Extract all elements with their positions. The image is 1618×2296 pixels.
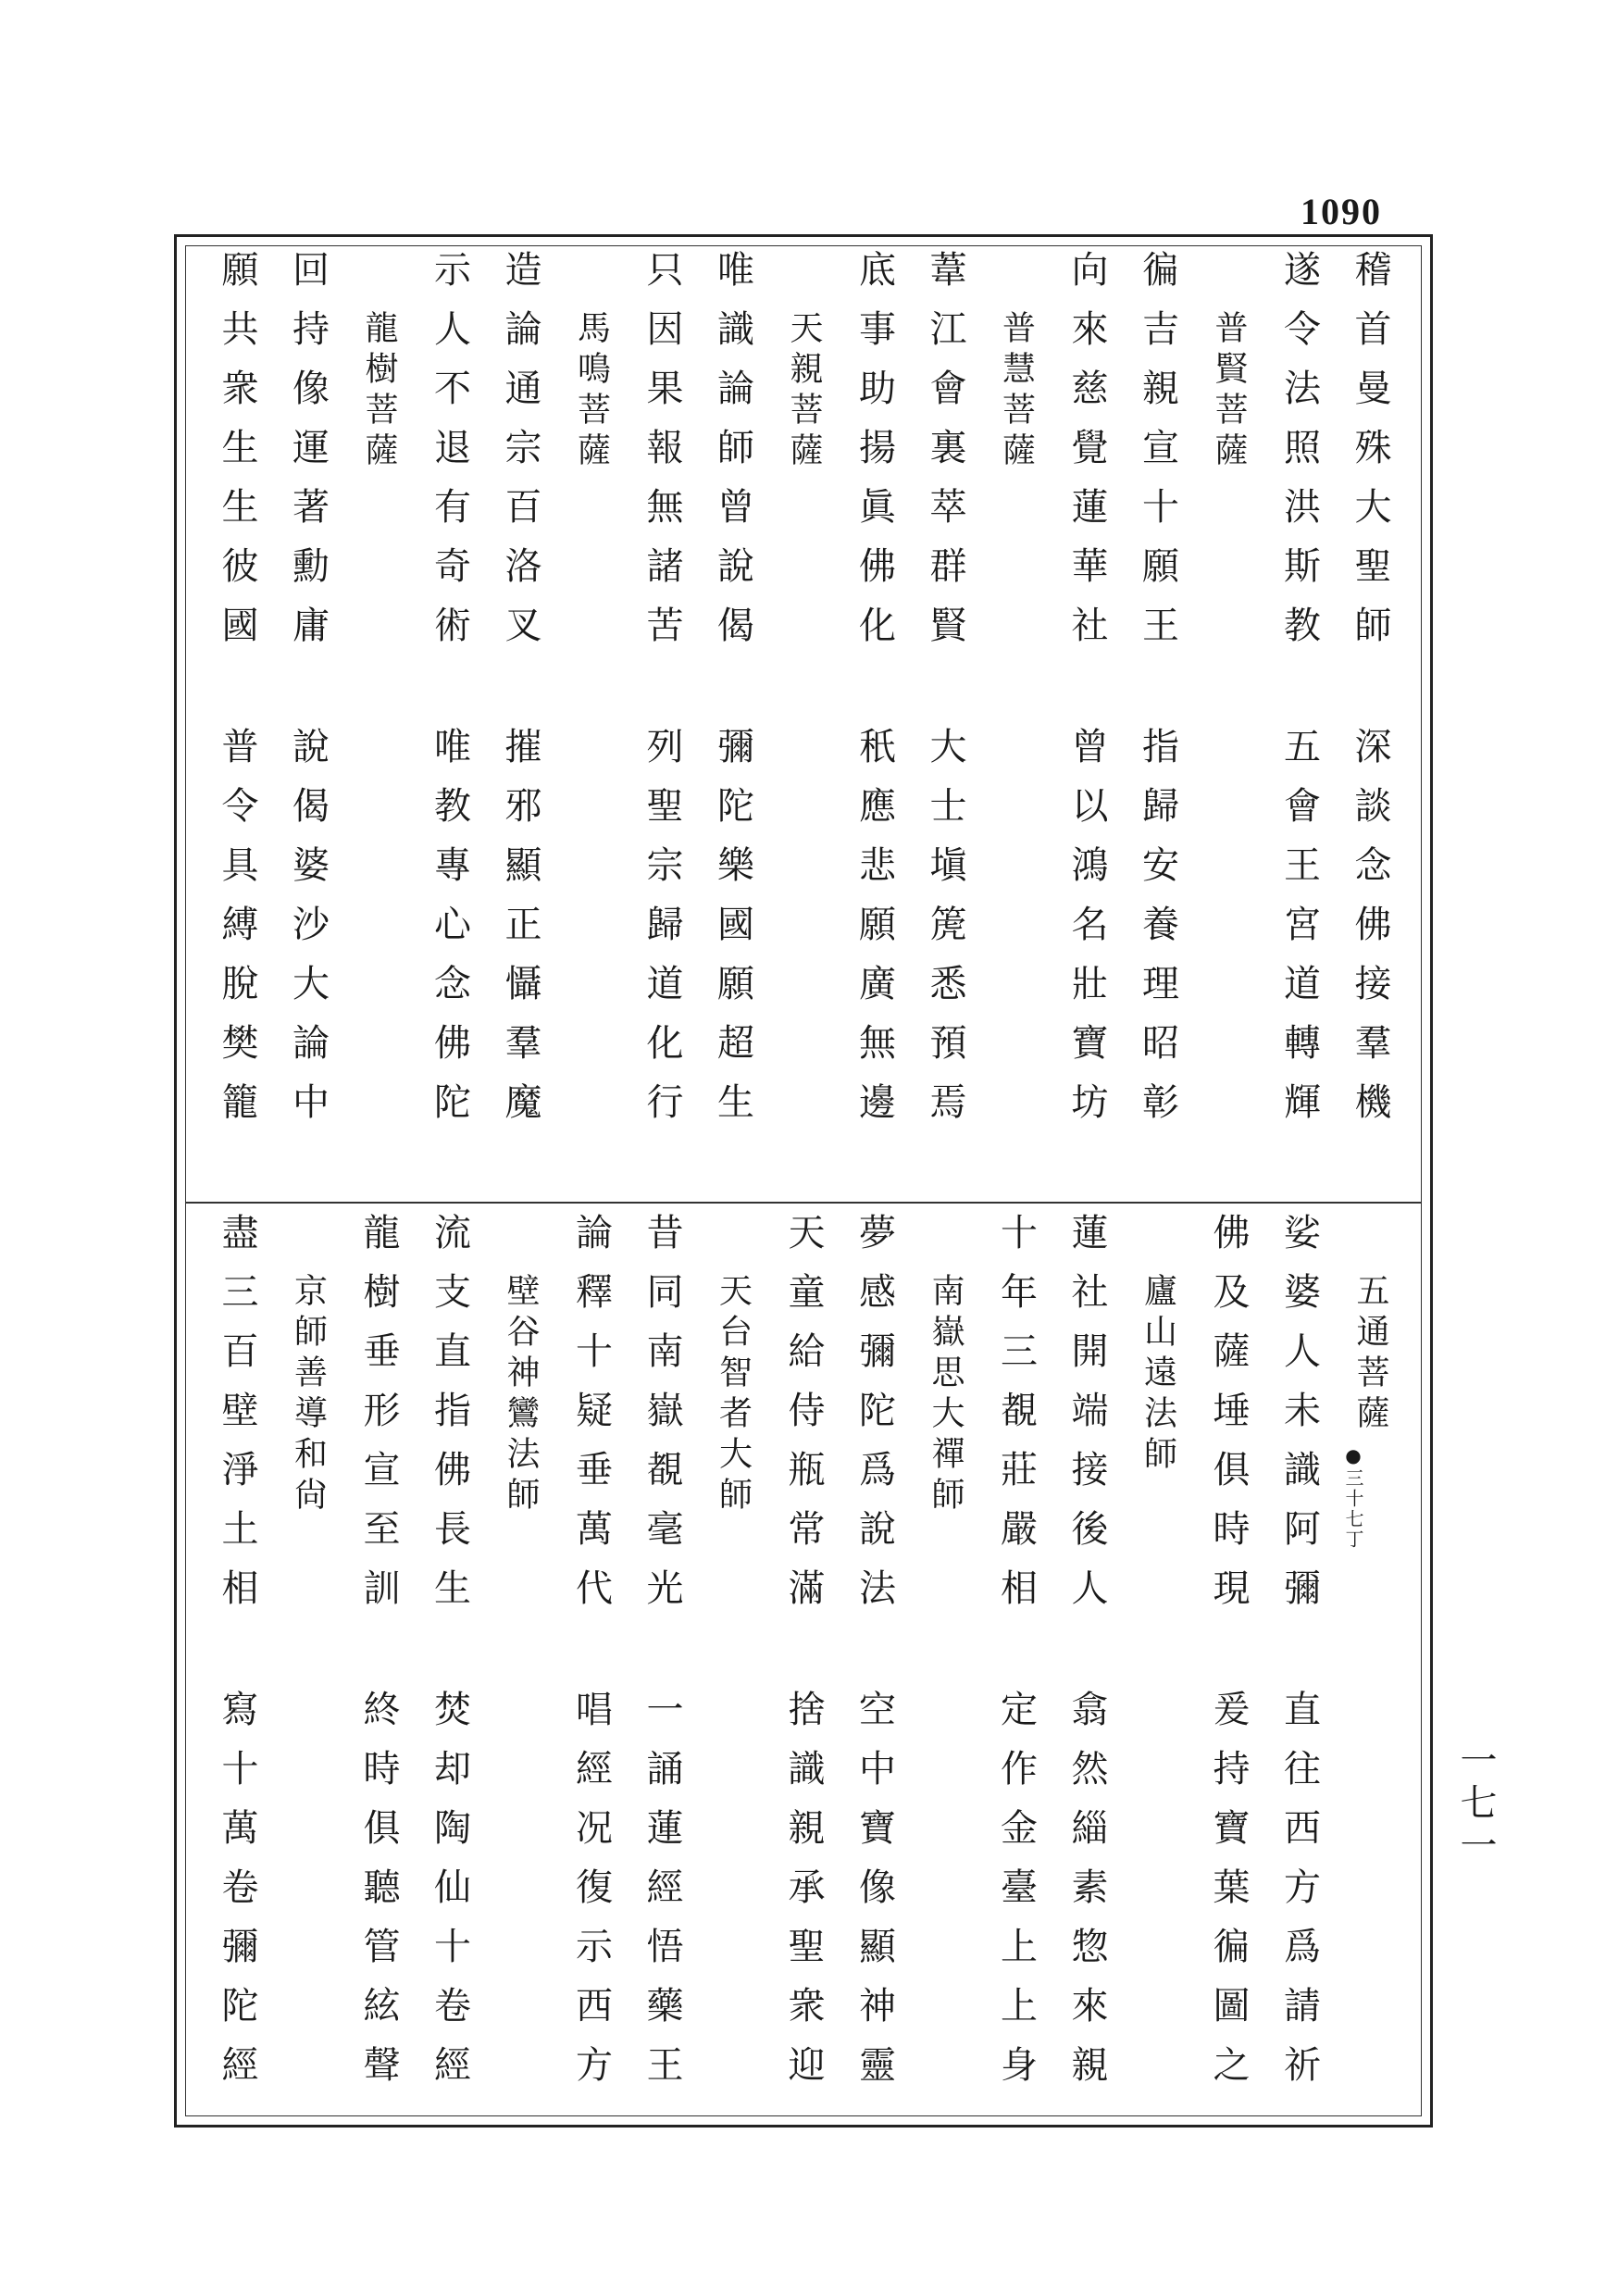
verse-line-first: 流支直指佛長生 xyxy=(428,1213,471,1628)
verse-column xyxy=(629,250,695,1190)
verse-line-second: 寫十萬卷彌陀經 xyxy=(216,1690,258,2104)
verse-line-first: 夢感彌陀爲說法 xyxy=(853,1213,896,1628)
section-heading: 南嶽思大禪師 xyxy=(927,1273,965,1517)
verse-column xyxy=(700,250,766,1190)
section-heading-column xyxy=(770,250,837,1190)
verse-column xyxy=(417,250,483,1190)
section-heading: 馬鳴菩薩 xyxy=(572,310,611,473)
section-heading: 龍樹菩薩 xyxy=(360,310,398,473)
verse-column xyxy=(1125,250,1191,1190)
verse-column xyxy=(487,250,554,1190)
verse-line-first: 龍樹垂形宣至訓 xyxy=(357,1213,400,1628)
section-heading-column xyxy=(345,250,412,1190)
verse-column xyxy=(1266,250,1333,1190)
verse-line-first: 稽首曼殊大聖師 xyxy=(1349,250,1391,665)
folio-mark: ●三十七丁 xyxy=(1342,1444,1364,1550)
verse-line-first: 盡三百壁淨土相 xyxy=(216,1213,258,1628)
section-heading-column xyxy=(1337,1213,1403,2115)
verse-column xyxy=(204,1213,270,2115)
verse-column xyxy=(983,1213,1050,2115)
verse-line-second: 捨識親承聖衆迎 xyxy=(782,1690,825,2104)
verse-column xyxy=(841,250,908,1190)
verse-line-second: 秖應悲願廣無邊 xyxy=(853,727,896,1142)
verse-line-second: 深談念佛接羣機 xyxy=(1349,727,1391,1142)
section-heading-column xyxy=(558,250,625,1190)
fold-page-label: 一七一 xyxy=(1454,1741,1497,1868)
verse-line-first: 佛及薩埵俱時現 xyxy=(1207,1213,1250,1628)
verse-line-first: 只因果報無諸苦 xyxy=(641,250,683,665)
verse-column xyxy=(1266,1213,1333,2115)
verse-line-second: 曾以鴻名壯寶坊 xyxy=(1065,727,1108,1142)
verse-line-second: 大士塡箎悉預焉 xyxy=(924,727,966,1142)
section-heading-column xyxy=(700,1213,766,2115)
verse-line-second: 翕然緇素惣來親 xyxy=(1065,1690,1108,2104)
verse-line-first: 底事助揚眞佛化 xyxy=(853,250,896,665)
section-heading: 普賢菩薩 xyxy=(1210,310,1248,473)
verse-line-second: 唱經况復示西方 xyxy=(569,1690,613,2104)
section-heading: 天台智者大師 xyxy=(714,1273,753,1517)
verse-column xyxy=(1053,1213,1120,2115)
section-heading: 五通菩薩 xyxy=(1351,1273,1389,1436)
verse-line-second: 列聖宗歸道化行 xyxy=(641,727,683,1142)
verse-line-second: 終時俱聽管絃聲 xyxy=(357,1690,400,2104)
section-heading-column xyxy=(1195,250,1262,1190)
section-heading: 天親菩薩 xyxy=(785,310,823,473)
verse-line-first: 造論通宗百洛叉 xyxy=(499,250,541,665)
section-heading-column xyxy=(487,1213,554,2115)
verse-column xyxy=(912,250,978,1190)
verse-line-second: 五會王宮道轉輝 xyxy=(1277,727,1321,1142)
page-number: 1090 xyxy=(1301,191,1382,232)
lower-verse-section xyxy=(204,1213,1403,2115)
verse-column xyxy=(275,250,342,1190)
verse-line-first: 願共衆生生彼國 xyxy=(216,250,258,665)
section-heading-column xyxy=(912,1213,978,2115)
section-heading: 壁谷神鸞法師 xyxy=(502,1273,540,1517)
verse-line-first: 昔同南嶽覩毫光 xyxy=(641,1213,683,1628)
verse-line-second: 彌陀樂國願超生 xyxy=(711,727,754,1142)
verse-line-first: 葦江會裏萃群賢 xyxy=(924,250,966,665)
section-heading-column xyxy=(1125,1213,1191,2115)
section-heading-column xyxy=(275,1213,342,2115)
section-heading: 京師善導和尙 xyxy=(289,1273,328,1517)
verse-column xyxy=(204,250,270,1190)
verse-column xyxy=(345,1213,412,2115)
verse-line-second: 直往西方爲請祈 xyxy=(1277,1690,1321,2104)
verse-line-first: 示人不退有奇術 xyxy=(428,250,471,665)
verse-line-first: 向來慈覺蓮華社 xyxy=(1065,250,1108,665)
verse-line-second: 空中寶像顯神靈 xyxy=(853,1690,896,2104)
verse-line-second: 爰持寶葉徧圖之 xyxy=(1207,1690,1250,2104)
verse-line-second: 唯教專心念佛陀 xyxy=(428,727,471,1142)
verse-line-second: 說偈婆沙大論中 xyxy=(286,727,330,1142)
verse-column xyxy=(841,1213,908,2115)
verse-column xyxy=(1053,250,1120,1190)
verse-column xyxy=(629,1213,695,2115)
verse-line-first: 遂令法照洪斯教 xyxy=(1277,250,1321,665)
verse-line-first: 蓮社開端接後人 xyxy=(1065,1213,1108,1628)
verse-line-second: 定作金臺上上身 xyxy=(994,1690,1038,2104)
section-heading-column xyxy=(983,250,1050,1190)
verse-line-first: 娑婆人未識阿彌 xyxy=(1277,1213,1321,1628)
verse-line-first: 唯識論師曾說偈 xyxy=(711,250,754,665)
verse-column xyxy=(1195,1213,1262,2115)
verse-line-second: 一誦蓮經悟藥王 xyxy=(641,1690,683,2104)
verse-line-second: 摧邪顯正懾羣魔 xyxy=(499,727,541,1142)
section-divider xyxy=(185,1202,1422,1204)
verse-line-first: 回持像運著勳庸 xyxy=(286,250,330,665)
verse-line-second: 指歸安養理昭彰 xyxy=(1136,727,1179,1142)
verse-column xyxy=(770,1213,837,2115)
verse-column xyxy=(417,1213,483,2115)
section-heading: 廬山遠法師 xyxy=(1139,1273,1177,1477)
verse-line-first: 論釋十疑垂萬代 xyxy=(569,1213,613,1628)
upper-verse-section xyxy=(204,250,1403,1190)
verse-line-first: 徧吉親宣十願王 xyxy=(1136,250,1179,665)
verse-line-second: 焚却陶仙十卷經 xyxy=(428,1690,471,2104)
verse-line-first: 天童給侍瓶常滿 xyxy=(782,1213,825,1628)
verse-column xyxy=(1337,250,1403,1190)
section-heading: 普慧菩薩 xyxy=(997,310,1036,473)
verse-line-first: 十年三覩莊嚴相 xyxy=(994,1213,1038,1628)
verse-line-second: 普令具縛脫樊籠 xyxy=(216,727,258,1142)
verse-column xyxy=(558,1213,625,2115)
